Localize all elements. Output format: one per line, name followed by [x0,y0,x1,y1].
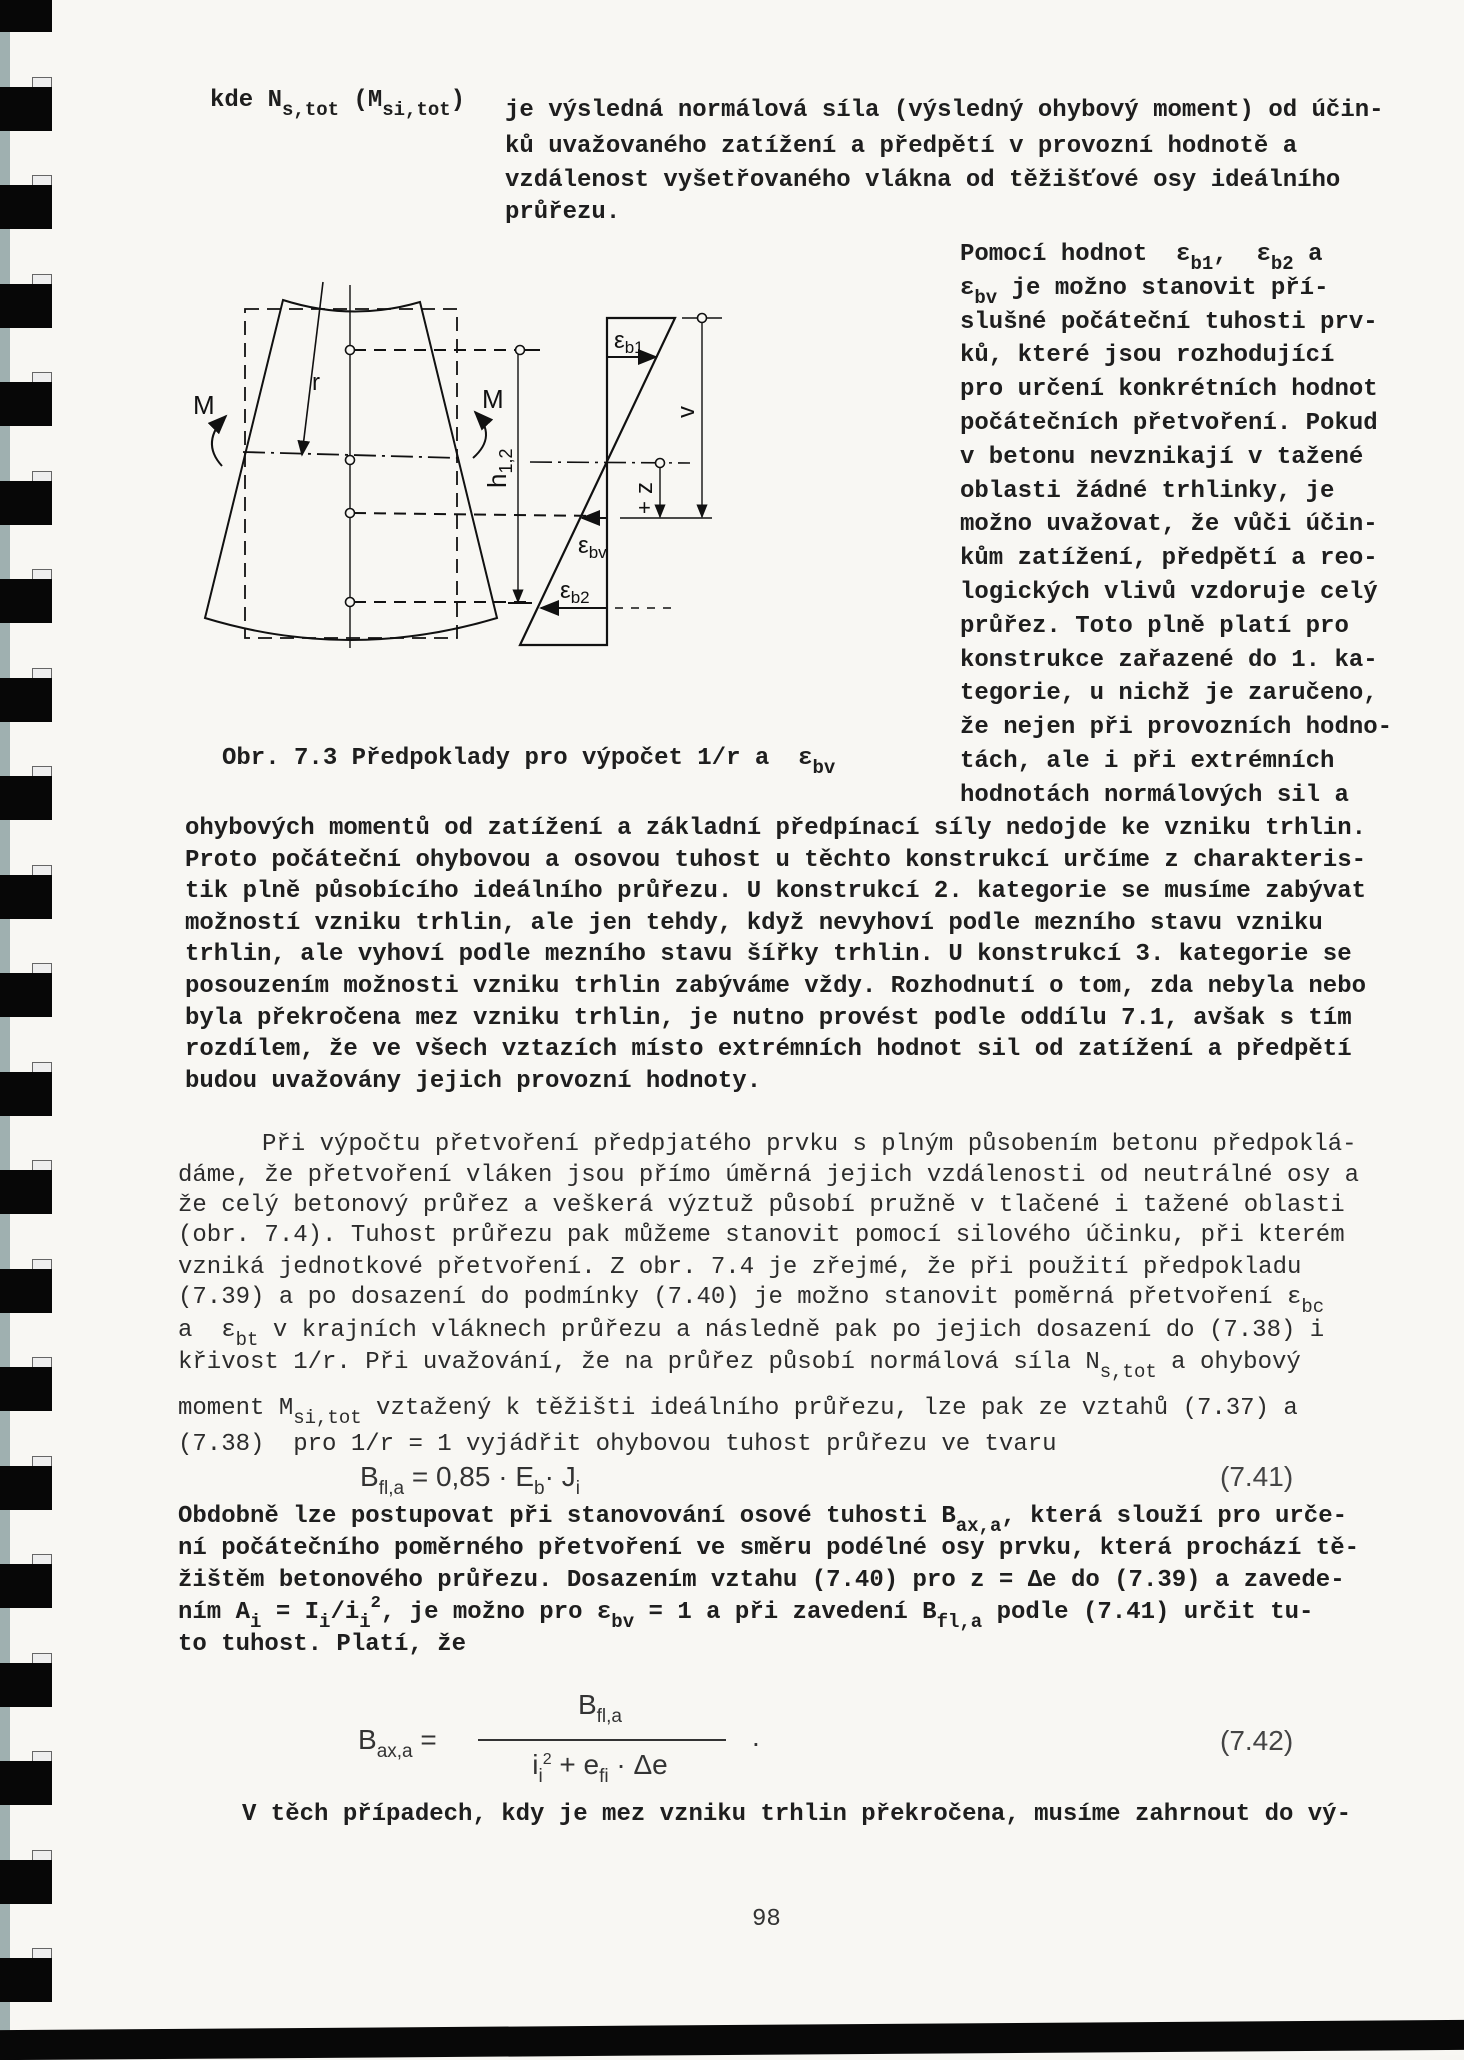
centroid-point [346,456,355,465]
positive-sign: + [638,495,651,520]
text-run: rozdílem, že ve všech vztazích místo extrémních hodnot sil od zatížení a předpětí [185,1036,1352,1064]
fiber-point-v [346,509,355,518]
text-run: možností vzniku trhlin, ale jen tehdy, když nevyhoví podle mezního stavu vzniku [185,909,1323,937]
subscript: bv [812,757,836,779]
page-number: 98 [752,1906,781,1933]
binding-hole [32,1456,52,1466]
subscript: s,tot [282,99,340,121]
height-label: $h_{1,2}$ [482,448,516,488]
equation-7-42-numerator [470,1689,730,1727]
equation-7-42-period: . [752,1721,760,1752]
binding-clip [0,1860,52,1904]
main-paragraph-line [185,814,1366,844]
subscript: i [538,1766,543,1787]
text-run: (7.39) a po dosazení do podmínky (7.40) je možno stanovit poměrná přetvoření ε [178,1284,1302,1311]
binding-hole [32,1948,52,1958]
v-label: v [673,406,700,418]
text-run: = I [261,1599,320,1626]
text-run: B [360,1461,379,1492]
dimension-point-top [516,346,525,355]
strain-diagram [520,318,675,645]
text-run: , ε [1213,241,1271,268]
stiffness-paragraph-line [178,1191,1345,1221]
text-run: dáme, že přetvoření vláken jsou přímo úměrná jejich vzdálenosti od neutrálné osy a [178,1162,1359,1189]
radius-label: r [312,369,320,396]
text-run: B [358,1724,377,1755]
text-run: je výsledná normálová síla (výsledný ohybový moment) od účin- [505,97,1384,124]
text-run: Obr. 7.3 Předpoklady pro výpočet 1/r a ε [222,745,813,772]
binding-clip [0,1466,52,1510]
text-run: ků uvažovaného zatížení a předpětí v provozní hodnotě a [505,132,1298,160]
main-paragraph-line [185,846,1366,876]
binding-hole [32,1357,52,1367]
equation-number-7-41: (7.41) [1220,1461,1294,1492]
subscript: b1 [1190,253,1214,275]
text-run: , která slouží pro urče- [1001,1503,1347,1530]
v-origin-point [698,314,707,323]
eps-b2-label: $\varepsilon_{b2}$ [560,577,590,607]
fiber-point-top [346,346,355,355]
binding-hole [32,1653,52,1663]
binding-hole [32,1160,52,1170]
binding-hole [32,1751,52,1761]
subscript: fl,a [378,1478,405,1499]
text-run: (7.38) pro 1/r = 1 vyjádřit ohybovou tuhost průřezu ve tvaru [178,1431,1057,1458]
binding-clip [0,1761,52,1805]
text-run: a ohybový [1156,1349,1301,1376]
moment-label-left: M [193,390,215,420]
z-label: z [631,482,658,494]
stiffness-paragraph-line [178,1394,1298,1429]
moment-arrow-left [212,416,226,466]
text-run: = [412,1724,437,1755]
text-run: průřez. Toto plně platí pro [960,612,1349,640]
text-run: byla překročena mez vzniku trhlin, je nutno provést podle oddílu 7.1, avšak s tím [185,1004,1352,1032]
stiffness-paragraph-line [178,1316,1325,1351]
binding-hole [32,865,52,875]
subscript: s,tot [1099,1361,1157,1383]
subscript: bv [974,286,998,309]
binding-clip [0,1269,52,1313]
superscript: 2 [542,1751,552,1768]
stiffness-paragraph-line [178,1430,1057,1460]
binding-clip [0,1663,52,1707]
text-run: kde N [210,87,283,114]
equation-7-42-lhs [358,1724,437,1762]
binding-clip [0,1367,52,1411]
subscript: si,tot [293,1407,362,1429]
strain-neutral-axis [530,462,690,463]
text-run: tik plně působícího ideálního průřezu. U konstrukcí 2. kategorie se musíme zabývat [185,878,1366,906]
eps-bv-label: $\varepsilon_{bv}$ [578,532,607,562]
binding-clip [0,1958,52,2002]
text-run: vztažený k těžišti ideálního průřezu, lze pak ze vztahů (7.37) a [361,1395,1298,1422]
binding-clip [0,875,52,919]
closing-line [242,1800,1351,1830]
main-paragraph-line [185,909,1323,939]
text-run: konstrukce zařazené do 1. ka- [960,646,1378,674]
text-run: Pomocí hodnot ε [960,241,1191,268]
text-run: Při výpočtu přetvoření předpjatého prvku s plným působením betonu předpoklá- [262,1131,1357,1158]
axial-paragraph-line [178,1566,1345,1596]
text-run: průřezu. [505,198,621,226]
subscript: fl,a [936,1611,983,1633]
main-paragraph-line [185,940,1352,970]
stiffness-paragraph-line [178,1283,1325,1318]
main-paragraph-line [185,1067,761,1097]
stiffness-paragraph-line [178,1253,1301,1283]
text-run: budou uvažovány jejich provozní hodnoty. [185,1067,762,1095]
text-run: v krajních vláknech průřezu a následně pak po jejich dosazení do (7.38) i [258,1317,1325,1344]
stiffness-paragraph-line [178,1348,1301,1383]
text-run: slušné počáteční tuhosti prv- [960,308,1378,336]
subscript: b [534,1478,545,1499]
text-run: Obdobně lze postupovat při stanovování osové tuhosti B [178,1503,956,1530]
binding-clip [0,973,52,1017]
fraction-bar [478,1739,726,1741]
fiber-line-v [354,513,600,516]
text-run: = 1 a při zavedení B [634,1599,937,1626]
axial-paragraph-line [178,1594,1314,1633]
text-run: křivost 1/r. Při uvažování, že na průřez působí normálová síla N [178,1349,1100,1376]
text-run: ohybových momentů od zatížení a základní předpínací síly nedojde ke vzniku trhlin. [185,815,1366,842]
figure-7-3-diagram [0,0,1464,800]
binding-hole [32,1259,52,1269]
text-run: · J [544,1461,576,1492]
undeformed-section-outline [245,309,457,638]
text-run: ) [450,87,466,114]
equation-7-41 [360,1461,580,1499]
text-run: posouzením možnosti vzniku trhlin zabýváme vždy. Rozhodnutí o tom, zda nebyla nebo [185,973,1366,1000]
text-run: pro určení konkrétních hodnot [960,376,1378,404]
stiffness-paragraph-line [178,1221,1345,1251]
subscript: fl,a [596,1706,623,1727]
text-run: že nejen při provozních hodno- [960,714,1393,742]
binding-hole [32,1554,52,1564]
text-run: V těch případech, kdy je mez vzniku trhlin překročena, musíme zahrnout do vý- [242,1801,1351,1828]
axial-paragraph-line [178,1534,1359,1564]
text-run: = 0,85 · E [404,1461,535,1492]
main-paragraph-line [185,1035,1352,1065]
text-run: + e [551,1749,600,1780]
superscript: 2 [370,1594,381,1613]
scan-bottom-edge [0,2020,1464,2060]
text-run: možno uvažovat, že vůči účin- [960,511,1378,539]
binding-clip [0,1170,52,1214]
eps-b1-label: $\varepsilon_{b1}$ [614,327,644,357]
subscript: i [319,1611,331,1633]
text-run: B [577,1689,597,1720]
subscript: bv [611,1611,635,1633]
text-run: (M [339,87,383,114]
equation-number-7-42: (7.42) [1220,1725,1294,1756]
subscript: bc [1301,1296,1325,1318]
axial-paragraph-line [178,1630,466,1660]
text-run: moment M [178,1395,294,1422]
text-run: logických vlivů vzdoruje celý [960,579,1378,606]
text-run: · Δe [608,1749,668,1780]
text-run: hodnotách normálových sil a [960,781,1349,809]
text-run: žištěm betonového průřezu. Dosazením vztahu (7.40) pro z = Δe do (7.39) a zavede- [178,1567,1345,1594]
text-run: podle (7.41) určit tu- [982,1599,1314,1626]
text-run: /i [330,1599,360,1626]
text-run: oblasti žádné trhlinky, je [960,477,1335,505]
moment-arrow-right [473,412,486,458]
subscript: i [250,1611,262,1633]
main-paragraph-line [185,1004,1352,1034]
text-run: ním A [178,1599,251,1626]
moment-label-right: M [482,384,504,414]
text-run: (obr. 7.4). Tuhost průřezu pak můžeme stanovit pomocí silového účinku, při kterém [178,1222,1345,1249]
text-run: tách, ale i při extrémních [960,748,1335,775]
text-run: počátečních přetvoření. Pokud [960,410,1378,437]
subscript: ax,a [955,1515,1002,1537]
subscript: si,tot [382,99,451,121]
subscript: ax,a [376,1741,413,1762]
subscript: fi [599,1766,609,1787]
subscript: b2 [1270,253,1294,275]
binding-clip [0,1072,52,1116]
text-run: ní počátečního poměrného přetvoření ve směru podélné osy prvku, která prochází tě- [178,1535,1359,1562]
text-run: Proto počáteční ohybovou a osovou tuhost u těchto konstrukcí určíme z charakteris- [185,846,1366,874]
stiffness-paragraph-line [178,1161,1359,1191]
text-run: a [1293,241,1323,268]
z-origin-point [656,459,665,468]
binding-hole [32,963,52,973]
text-run: vzdálenost vyšetřovaného vlákna od těžišťové osy ideálního [505,167,1341,194]
text-run: v betonu nevznikají v tažené [960,443,1364,471]
text-run: , je možno pro ε [380,1599,612,1626]
text-run: i [532,1749,539,1780]
text-run: že celý betonový průřez a veškerá výztuž působí pružně v tlačené i tažené oblasti [178,1192,1345,1219]
axial-paragraph-line [178,1502,1347,1537]
binding-hole [32,1062,52,1072]
stiffness-paragraph-line [262,1130,1357,1160]
text-run: to tuhost. Platí, že [178,1631,467,1658]
text-run: je možno stanovit pří- [997,274,1329,302]
text-run: kům zatížení, předpětí a reo- [960,545,1378,573]
text-run: trhlin, ale vyhoví podle mezního stavu šířky trhlin. U konstrukcí 3. kategorie se [185,941,1352,969]
binding-hole [32,1850,52,1860]
equation-7-42-denominator [470,1750,730,1785]
text-run: ε [960,274,975,302]
text-run: tegorie, u nichž je zaručeno, [960,680,1378,708]
text-run: vzniká jednotkové přetvoření. Z obr. 7.4 je zřejmé, že při použití předpokladu [178,1254,1302,1281]
text-run: a ε [178,1317,236,1344]
subscript: i [575,1478,580,1499]
main-paragraph-line [185,877,1366,907]
binding-clip [0,1564,52,1608]
fiber-point-bottom [346,598,355,607]
subscript: i [359,1611,371,1633]
text-run: ků, které jsou rozhodující [960,342,1335,370]
main-paragraph-line [185,972,1366,1002]
subscript: bt [235,1329,259,1351]
